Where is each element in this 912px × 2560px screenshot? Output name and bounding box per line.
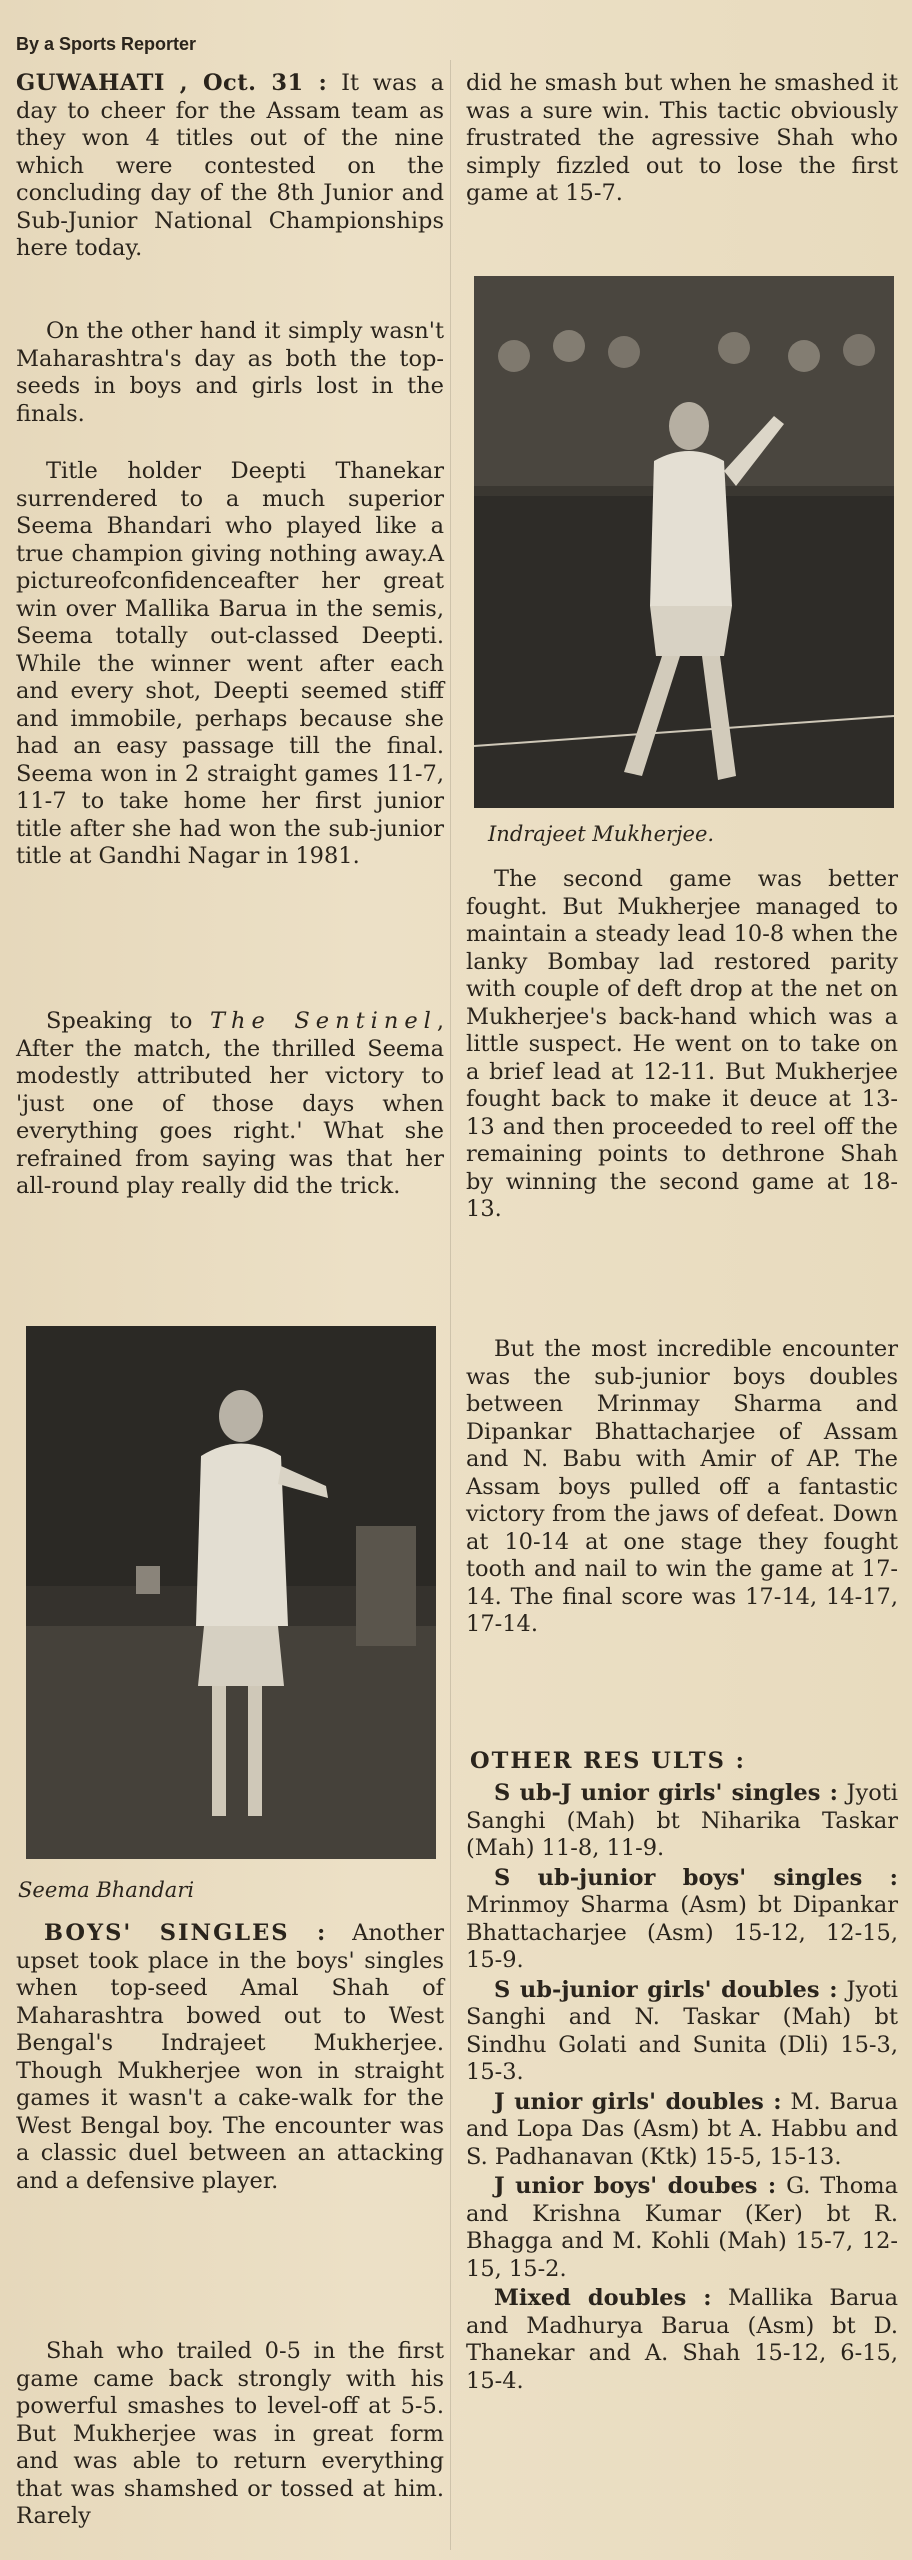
result-event: S ub-J unior girls' singles : [494, 1780, 838, 1806]
lead-text: It was a day to cheer for the Assam team as they won 4 titles out of the nine which were contested on the concluding day of the 8th Junior and Sub-Junior National Championships here today. [16, 70, 445, 261]
result-item [466, 1977, 898, 2087]
boys-singles-text: Another upset took place in the boys' singles when top-seed Amal Shah of Maharashtra bowed out to West Bengal's Indrajeet Mukherjee. Though Mukherjee won in straight games it wasn't a cake-walk for the West Bengal boy. The encounter was a classic duel between an attacking and a defensive player. [16, 1920, 444, 2194]
paragraph-incredible: But the most incredible encounter was the sub-junior boys doubles between Mrinmay Sharma and Dipankar Bhattacharjee of Assam and N. Babu with Amir of AP. The Assam boys pulled off a fantastic victory from the jaws of defeat. Down at 10-14 at one stage they fought tooth and nail to win the game at 17-14. The final score was 17-14, 14-17, 17-14. [466, 1336, 898, 1637]
result-text: M. Barua and Lopa Das (Asm) bt A. Habbu and S. Padhanavan (Ktk) 15-5, 15-13. [466, 2088, 899, 2170]
result-event: J unior girls' doubles : [494, 2088, 782, 2115]
seema-bhandari-photo [26, 1326, 436, 1859]
paragraph-boys-singles [16, 1920, 444, 2195]
other-results-title: OTHER RES ULTS : [470, 1748, 746, 1774]
result-text: Jyoti Sanghi (Mah) bt Niharika Taskar (Mah) 11-8, 11-9. [466, 1780, 898, 1861]
paragraph-shah: Shah who trailed 0-5 in the first game came back strongly with his powerful smashes to level-off at 5-5. But Mukherjee was in great form and was able to return everything that was shamshed or tossed at him. Rarely [16, 2338, 444, 2529]
result-event: J unior boys' doubes : [494, 2173, 777, 2199]
column-divider [450, 60, 451, 2550]
seema-photo-image [26, 1326, 436, 1859]
result-item [466, 2285, 898, 2395]
paragraph-seema: Title holder Deepti Thanekar surrendered to a much superior Seema Bhandari who played like a true champion giving nothing away.A pictureofconfidenceafter her great win over Mallika Barua in the semis, Seema totally out-classed Deepti. While the winner went after each and every shot, Deepti seemed stiff and immobile, perhaps because she had an easy passage till the final. Seema won in 2 straight games 11-7, 11-7 to take home her first junior title after she had won the sub-junior title at Gandhi Nagar in 1981. [16, 458, 444, 869]
result-item [466, 1780, 898, 1863]
speaking-lead: Speaking to [46, 1008, 193, 1034]
result-event: S ub-junior girls' doubles : [494, 1976, 838, 2003]
mukherjee-photo-caption: Indrajeet Mukherjee. [488, 822, 715, 846]
paragraph-second-game: The second game was better fought. But Mukherjee managed to maintain a steady lead 10-8 when the lanky Bombay lad restored parity with couple of deft drop at the net on Mukherjee's back-hand which was a little suspect. He went on to take on a brief lead at 12-11. But Mukherjee fought back to make it deuce at 13-13 and then proceeded to reel off the remaining points to dethrone Shah by winning the second game at 18-13. [466, 866, 898, 1222]
result-item [466, 2089, 898, 2172]
seema-photo-caption: Seema Bhandari [18, 1878, 195, 1902]
paragraph-maharashtra: On the other hand it simply wasn't Maharashtra's day as both the top-seeds in boys and girls lost in the finals. [16, 318, 444, 427]
byline: By a Sports Reporter [16, 34, 197, 54]
result-item [466, 1865, 898, 1975]
paragraph-smash-continued: did he smash but when he smashed it was a sure win. This tactic obviously frustrated the agressive Shah who simply fizzled out to lose the first game at 15-7. [466, 70, 898, 206]
mukherjee-photo-image [474, 276, 894, 808]
result-event: Mixed doubles : [494, 2285, 712, 2311]
result-item [466, 2173, 898, 2283]
lead-paragraph [16, 70, 444, 263]
newspaper-name: The Sentinel [210, 1008, 437, 1034]
result-text: Mrinmoy Sharma (Asm) bt Dipankar Bhattacharjee (Asm) 15-12, 12-15, 15-9. [466, 1892, 898, 1973]
result-text: Mallika Barua and Madhurya Barua (Asm) bt D. Thanekar and A. Shah 15-12, 6-15, 15-4. [466, 2285, 899, 2394]
indrajeet-mukherjee-photo [474, 276, 894, 808]
result-event: S ub-junior boys' singles : [494, 1864, 898, 1891]
speaking-rest: , After the match, the thrilled Seema modestly attributed her victory to 'just one of those days when everything goes right.' What she refrained from saying was that her all-round play really did the trick. [16, 1008, 445, 1199]
result-text: G. Thoma and Krishna Kumar (Ker) bt R. Bhagga and M. Kohli (Mah) 15-7, 12-15, 15-2. [466, 2173, 899, 2282]
boys-singles-heading: BOYS' SINGLES : [44, 1920, 328, 1946]
result-text: Jyoti Sanghi and N. Taskar (Mah) bt Sindhu Golati and Sunita (Dli) 15-3, 15-3. [466, 1976, 898, 2085]
paragraph-speaking [16, 1008, 444, 1201]
other-results-heading [470, 1748, 898, 1776]
results-list [466, 1780, 898, 2397]
dateline: GUWAHATI , Oct. 31 : [16, 70, 328, 96]
